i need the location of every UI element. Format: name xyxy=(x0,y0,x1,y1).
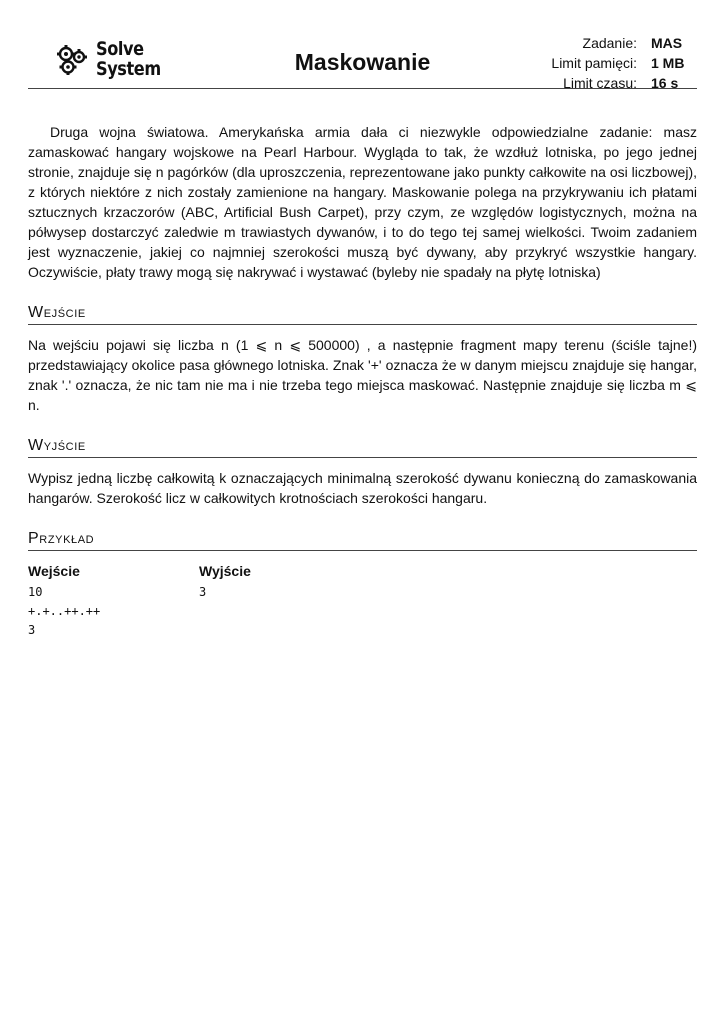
meta-label: Limit pamięci: xyxy=(551,55,637,71)
output-description: Wypisz jedną liczbę całkowitą k oznaczających minimalną szerokość dywanu konieczną do zamaskowania hangarów. Szerokość licz w całkowitych krotnościach szerokości hangaru. xyxy=(28,470,697,506)
meta-value: MAS xyxy=(651,35,683,51)
section-heading-output: Wyjście xyxy=(28,437,697,458)
problem-statement: Druga wojna światowa. Amerykańska armia dała ci niezwykle odpowiedzialne zadanie: masz zamaskować hangary wojskowe na Pearl Harbour. Wygląda to tak, że wzdłuż lotniska, po jego jednej stronie, znajduje się n pagórków (dla uproszczenia, reprezentowane jako punkty całkowite na osi liczbowej), z których niektóre z nich zostały zamienione na hangary. Maskowanie polega na przykrywaniu ich płatami sztucznych krzaczorów (ABC, Artificial Bush Carpet), przy czym, ze względów logistycznych, można na półwysep dostarczyć zaledwie m trawiastych dywanów, i to do tego tej samej wielkości. Twoim zadaniem jest wyznaczenie, jakiej co najmniej szerokości muszą być dywany, aby przykryć wszystkie hangary. Oczywiście, płaty trawy mogą się nakrywać i wystawać (byleby nie spadały na płytę lotniska) xyxy=(28,124,697,280)
example-input xyxy=(28,561,199,640)
example-block xyxy=(28,561,697,640)
page-title: Maskowanie xyxy=(294,49,431,75)
example-input-line: 10 xyxy=(28,585,43,599)
problem-page xyxy=(28,0,697,640)
example-input-line: +.+..++.++ xyxy=(28,604,101,618)
meta-row-task xyxy=(487,33,685,53)
example-output-line: 3 xyxy=(199,585,207,599)
meta-value: 16 s xyxy=(651,75,679,91)
example-input-label: Wejście xyxy=(28,563,80,579)
logo-line-solve: Solve xyxy=(96,38,144,60)
example-output-label: Wyjście xyxy=(199,563,251,579)
section-heading-example: Przykład xyxy=(28,530,697,551)
task-meta xyxy=(487,33,685,93)
meta-label: Limit czasu: xyxy=(563,75,637,91)
meta-label: Zadanie: xyxy=(582,35,637,51)
meta-row-time xyxy=(487,73,685,93)
logo-line-system: System xyxy=(96,58,161,80)
section-heading-input: Wejście xyxy=(28,304,697,325)
input-description: Na wejściu pojawi się liczba n (1 ⩽ n ⩽ 500000) , a następnie fragment mapy terenu (ściśle tajne!) przedstawiający okolice pasa głównego lotniska. Znak '+' oznacza że w danym miejscu znajduje się hangar, znak '.' oznacza, że nic tam nie ma i nie trzeba tego miejsca maskować. Następnie znajduje się liczba m ⩽ n. xyxy=(28,337,697,413)
meta-value: 1 MB xyxy=(651,55,685,71)
meta-row-memory xyxy=(487,53,685,73)
header xyxy=(28,0,697,89)
example-input-line: 3 xyxy=(28,623,36,637)
example-output xyxy=(199,561,370,640)
